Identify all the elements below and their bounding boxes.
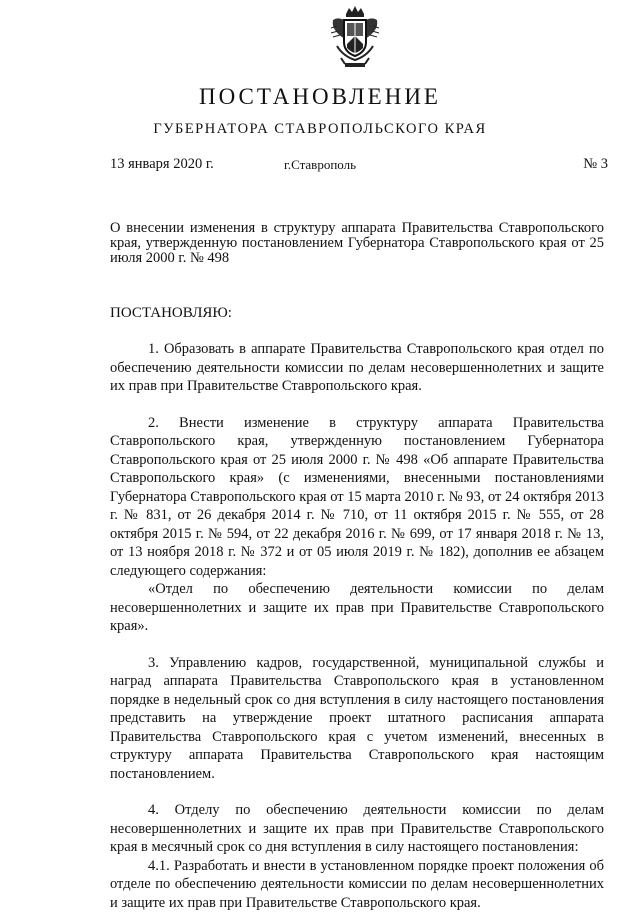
paragraph-2: 2. Внести изменение в структуру аппарата Правительства Ставропольского края, утвержденную постановлением Губернатора Ставропольского края от 25 июля 2000 г. № 498 «Об аппарате Правительства Ставропольского края» (с изменениями, внесенными постановлениями Губернатора Ставропольского края от 15 марта 2010 г. № 93, от 24 октября 2013 г. № 831, от 26 декабря 2014 г. № 710, от 11 октября 2015 г. № 555, от 28 октября 2015 г. № 594, от 22 декабря 2016 г. № 699, от 17 января 2018 г. № 13, от 13 ноября 2018 г. № 372 и от 05 июля 2019 г. № 182), дополнив ее абзацем следующего содержания: [110,414,604,581]
paragraph-4: 4. Отделу по обеспечению деятельности комиссии по делам несовершеннолетних и защите их прав при Правительстве Ставропольского края в месячный срок со дня вступления в силу настоящего постановления: [110,801,604,857]
document-body [110,340,604,912]
paragraph-2-quote: «Отдел по обеспечению деятельности комиссии по делам несовершеннолетних и защите их прав при Правительстве Ставропольского края». [110,580,604,636]
issuer-subtitle: ГУБЕРНАТОРА СТАВРОПОЛЬСКОГО КРАЯ [0,121,640,138]
coat-of-arms-icon [329,6,381,68]
document-date: 13 января 2020 г. [110,156,214,173]
decree-heading: ПОСТАНОВЛЯЮ: [110,305,232,322]
paragraph-1: 1. Образовать в аппарате Правительства Ставропольского края отдел по обеспечению деятельности комиссии по делам несовершеннолетних и защите их прав при Правительстве Ставропольского края. [110,340,604,396]
paragraph-4-1: 4.1. Разработать и внести в установленном порядке проект положения об отделе по обеспечению деятельности комиссии по делам несовершеннолетних и защите их прав при Правительстве Ставропольского края. [110,857,604,912]
paragraph-3: 3. Управлению кадров, государственной, муниципальной службы и наград аппарата Правительства Ставропольского края в установленном порядке в недельный срок со дня вступления в силу настоящего постановления представить на утверждение проект штатного расписания аппарата Правительства Ставропольского края с учетом изменений, внесенных в структуру аппарата Правительства Ставропольского края настоящим постановлением. [110,654,604,784]
document-subject: О внесении изменения в структуру аппарата Правительства Ставропольского края, утвержденную постановлением Губернатора Ставропольского края от 25 июля 2000 г. № 498 [110,221,604,266]
document-type-title: ПОСТАНОВЛЕНИЕ [0,84,640,110]
document-number: № 3 [583,156,608,173]
document-city: г.Ставрополь [0,157,640,173]
